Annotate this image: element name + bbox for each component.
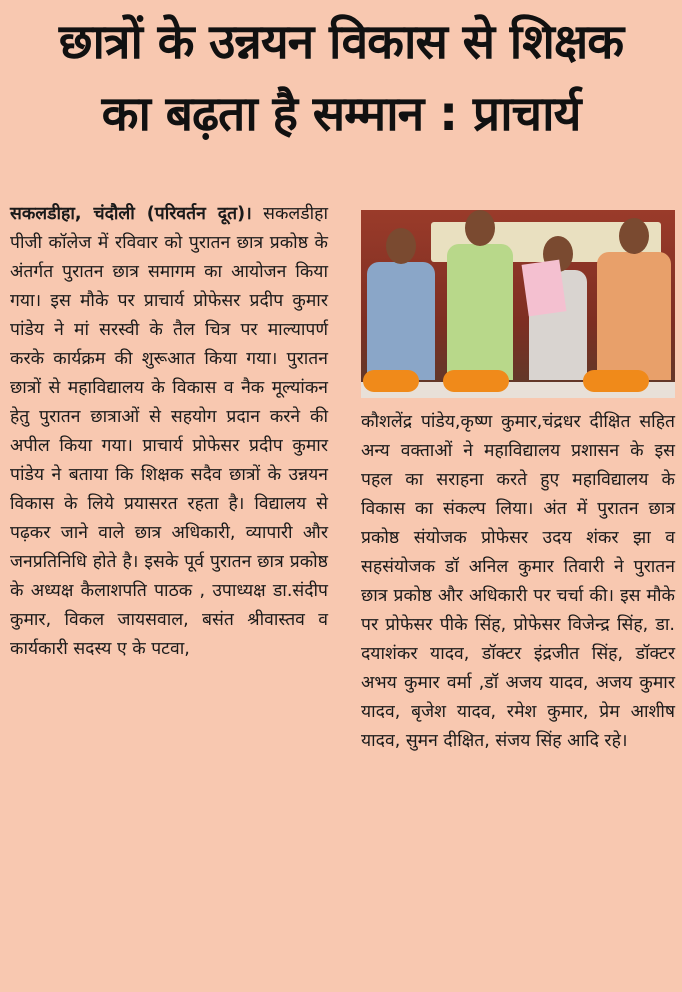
photo-garland bbox=[443, 370, 509, 392]
article-left-column bbox=[10, 200, 328, 664]
photo-garland bbox=[583, 370, 649, 392]
article-body-left: सकलडीहा पीजी कॉलेज में रविवार को पुरातन छात्र प्रकोष्ठ के अंतर्गत पुरातन छात्र समागम का आयोजन किया गया। इस मौके पर प्राचार्य प्रोफेसर प्रदीप कुमार पांडेय ने मां सरस्वी के तैल चित्र पर माल्यापर्ण करके कार्यक्रम की शुरूआत किया गया। पुरातन छात्रों से महाविद्यालय के विकास व नैक मूल्यांकन हेतु पुरातन छात्राओं से सहयोग प्रदान करने की अपील किया गया। प्राचार्य प्रोफेसर प्रदीप कुमार पांडेय ने बताया कि शिक्षक सदैव छात्रों के उन्नयन विकास के लिये प्रयासरत रहता है। विद्यालय से पढ़कर जाने वाले छात्र अधिकारी, व्यापारी और जनप्रतिनिधि होते है। इसके पूर्व पुरातन छात्र प्रकोष्ठ के अध्यक्ष कैलाशपति पाठक , उपाध्यक्ष डा.संदीप कुमार, विकल जायसवाल, बसंत श्रीवास्तव व कार्यकारी सदस्य ए के पटवा, bbox=[10, 204, 328, 659]
photo-person bbox=[447, 244, 513, 380]
photo-document bbox=[522, 260, 567, 317]
dateline: सकलडीहा, चंदौली (परिवर्तन दूत)। bbox=[10, 204, 252, 224]
article-body-right: कौशलेंद्र पांडेय,कृष्ण कुमार,चंद्रधर दीक्षित सहित अन्य वक्ताओं ने महाविद्यालय प्रशासन के इस पहल का सराहना करते हुए महाविद्यालय के विकास का संकल्प लिया। अंत में पुरातन छात्र प्रकोष्ठ संयोजक प्रोफेसर उदय शंकर झा व सहसंयोजक डॉ अनिल कुमार तिवारी ने पुरातन छात्र प्रकोष्ठ और अधिकारी पर चर्चा की। इस मौके पर प्रोफेसर पीके सिंह, प्रोफेसर विजेन्द्र सिंह, डा. दयाशंकर यादव, डॉक्टर इंद्रजीत सिंह, डॉक्टर अभय कुमार वर्मा ,डॉ अजय यादव, अजय कुमार यादव, बृजेश यादव, रमेश कुमार, प्रेम आशीष यादव, सुमन दीक्षित, संजय सिंह आदि रहे। bbox=[361, 412, 675, 751]
article-right-column bbox=[361, 408, 675, 756]
event-photo bbox=[361, 210, 675, 398]
headline-line-1: छात्रों के उन्नयन विकास से शिक्षक bbox=[58, 14, 624, 70]
headline bbox=[0, 0, 682, 150]
photo-person bbox=[597, 252, 671, 380]
photo-person bbox=[367, 262, 435, 380]
photo-garland bbox=[363, 370, 419, 392]
headline-line-2: का बढ़ता है सम्मान : प्राचार्य bbox=[101, 86, 581, 142]
article-paragraph bbox=[10, 200, 328, 664]
